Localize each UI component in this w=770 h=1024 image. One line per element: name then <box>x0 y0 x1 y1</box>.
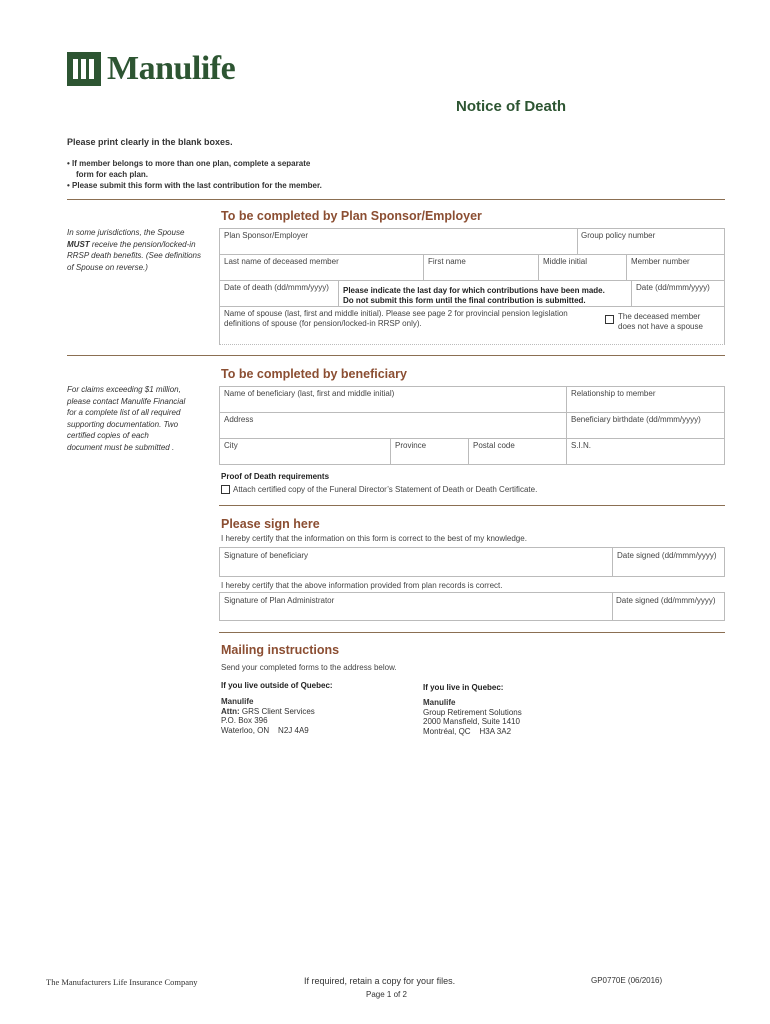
quebec-address: Manulife Group Retirement Solutions 2000 Mansfield, Suite 1410 Montréal, QC H3A 3A2 <box>423 698 522 736</box>
last-name-label: Last name of deceased member <box>224 257 339 266</box>
footer-retain-note: If required, retain a copy for your files. <box>304 976 456 986</box>
intro-bullet-1: • If member belongs to more than one plan, complete a separate <box>67 159 311 168</box>
sign-section-heading: Please sign here <box>221 517 320 531</box>
sponsor-section-heading: To be completed by Plan Sponsor/Employer <box>221 209 482 223</box>
date-signed-1-label: Date signed (dd/mmm/yyyy) <box>617 551 717 560</box>
section-divider <box>219 505 725 506</box>
certify-admin-text: I hereby certify that the above information provided from plan records is correct. <box>221 581 503 590</box>
section-divider <box>67 199 725 200</box>
relationship-label: Relationship to member <box>571 389 656 398</box>
page-title: Notice of Death <box>456 98 567 115</box>
sin-label: S.I.N. <box>571 441 592 450</box>
quebec-heading: If you live in Quebec: <box>423 683 504 692</box>
mailing-section-heading: Mailing instructions <box>221 643 340 657</box>
beneficiary-name-label: Name of beneficiary (last, first and middle initial) <box>224 389 395 398</box>
proof-heading: Proof of Death requirements <box>221 472 330 481</box>
no-spouse-checkbox[interactable] <box>605 315 614 324</box>
intro-bullet-1-cont: form for each plan. <box>76 170 149 179</box>
intro-bullet-2: • Please submit this form with the last contribution for the member. <box>67 181 322 190</box>
spouse-name-label: Name of spouse (last, first and middle initial). Please see page 2 for provincial pension legislation definitions of spouse (for pension/locked-in RRSP only). <box>224 309 568 328</box>
spouse-side-note: In some jurisdictions, the Spouse MUST receive the pension/locked-in RRSP death benefits. (See definitions of Spouse on reverse.) <box>67 228 202 272</box>
section-divider <box>219 632 725 633</box>
proof-checkbox[interactable] <box>221 485 230 494</box>
manulife-logo-text: Manulife <box>107 50 236 87</box>
member-number-label: Member number <box>631 257 690 266</box>
outside-quebec-address: Manulife Attn: GRS Client Services P.O. Box 396 Waterloo, ON N2J 4A9 <box>221 697 315 735</box>
large-claims-side-note: For claims exceeding $1 million, please contact Manulife Financial for a complete list of all required supporting documentation. Two certified copies of each document must be submitted . <box>67 385 186 452</box>
beneficiary-signature-label: Signature of beneficiary <box>224 551 309 560</box>
last-contribution-date-label: Date (dd/mmm/yyyy) <box>636 283 710 292</box>
outside-quebec-heading: If you live outside of Quebec: <box>221 681 333 690</box>
footer-page-number: Page 1 of 2 <box>366 990 407 999</box>
province-label: Province <box>395 441 427 450</box>
plan-sponsor-label: Plan Sponsor/Employer <box>224 231 309 240</box>
footer-company: The Manufacturers Life Insurance Company <box>46 977 198 987</box>
middle-initial-label: Middle initial <box>543 257 588 266</box>
certify-beneficiary-text: I hereby certify that the information on this form is correct to the best of my knowledge. <box>221 534 527 543</box>
admin-signature-label: Signature of Plan Administrator <box>224 596 335 605</box>
beneficiary-section-heading: To be completed by beneficiary <box>221 367 407 381</box>
no-spouse-label: The deceased member does not have a spouse <box>618 312 703 331</box>
section-divider <box>67 355 725 356</box>
date-of-death-label: Date of death (dd/mmm/yyyy) <box>224 283 329 292</box>
intro-heading: Please print clearly in the blank boxes. <box>67 137 233 147</box>
address-field[interactable] <box>219 412 567 439</box>
footer-form-code: GP0770E (06/2016) <box>591 976 663 985</box>
manulife-logo-mark <box>67 52 101 86</box>
postal-code-label: Postal code <box>473 441 515 450</box>
group-policy-label: Group policy number <box>581 231 656 240</box>
mailing-intro: Send your completed forms to the address below. <box>221 663 397 672</box>
city-label: City <box>224 441 238 450</box>
address-label: Address <box>224 415 254 424</box>
proof-checkbox-label: Attach certified copy of the Funeral Director’s Statement of Death or Death Certificate. <box>233 485 538 494</box>
date-signed-2-label: Date signed (dd/mmm/yyyy) <box>616 596 716 605</box>
first-name-label: First name <box>428 257 466 266</box>
last-contribution-instruction: Please indicate the last day for which contributions have been made. Do not submit this form until the final contribution is submitted. <box>343 286 605 305</box>
city-field[interactable] <box>219 438 391 465</box>
birthdate-label: Beneficiary birthdate (dd/mmm/yyyy) <box>571 415 701 424</box>
